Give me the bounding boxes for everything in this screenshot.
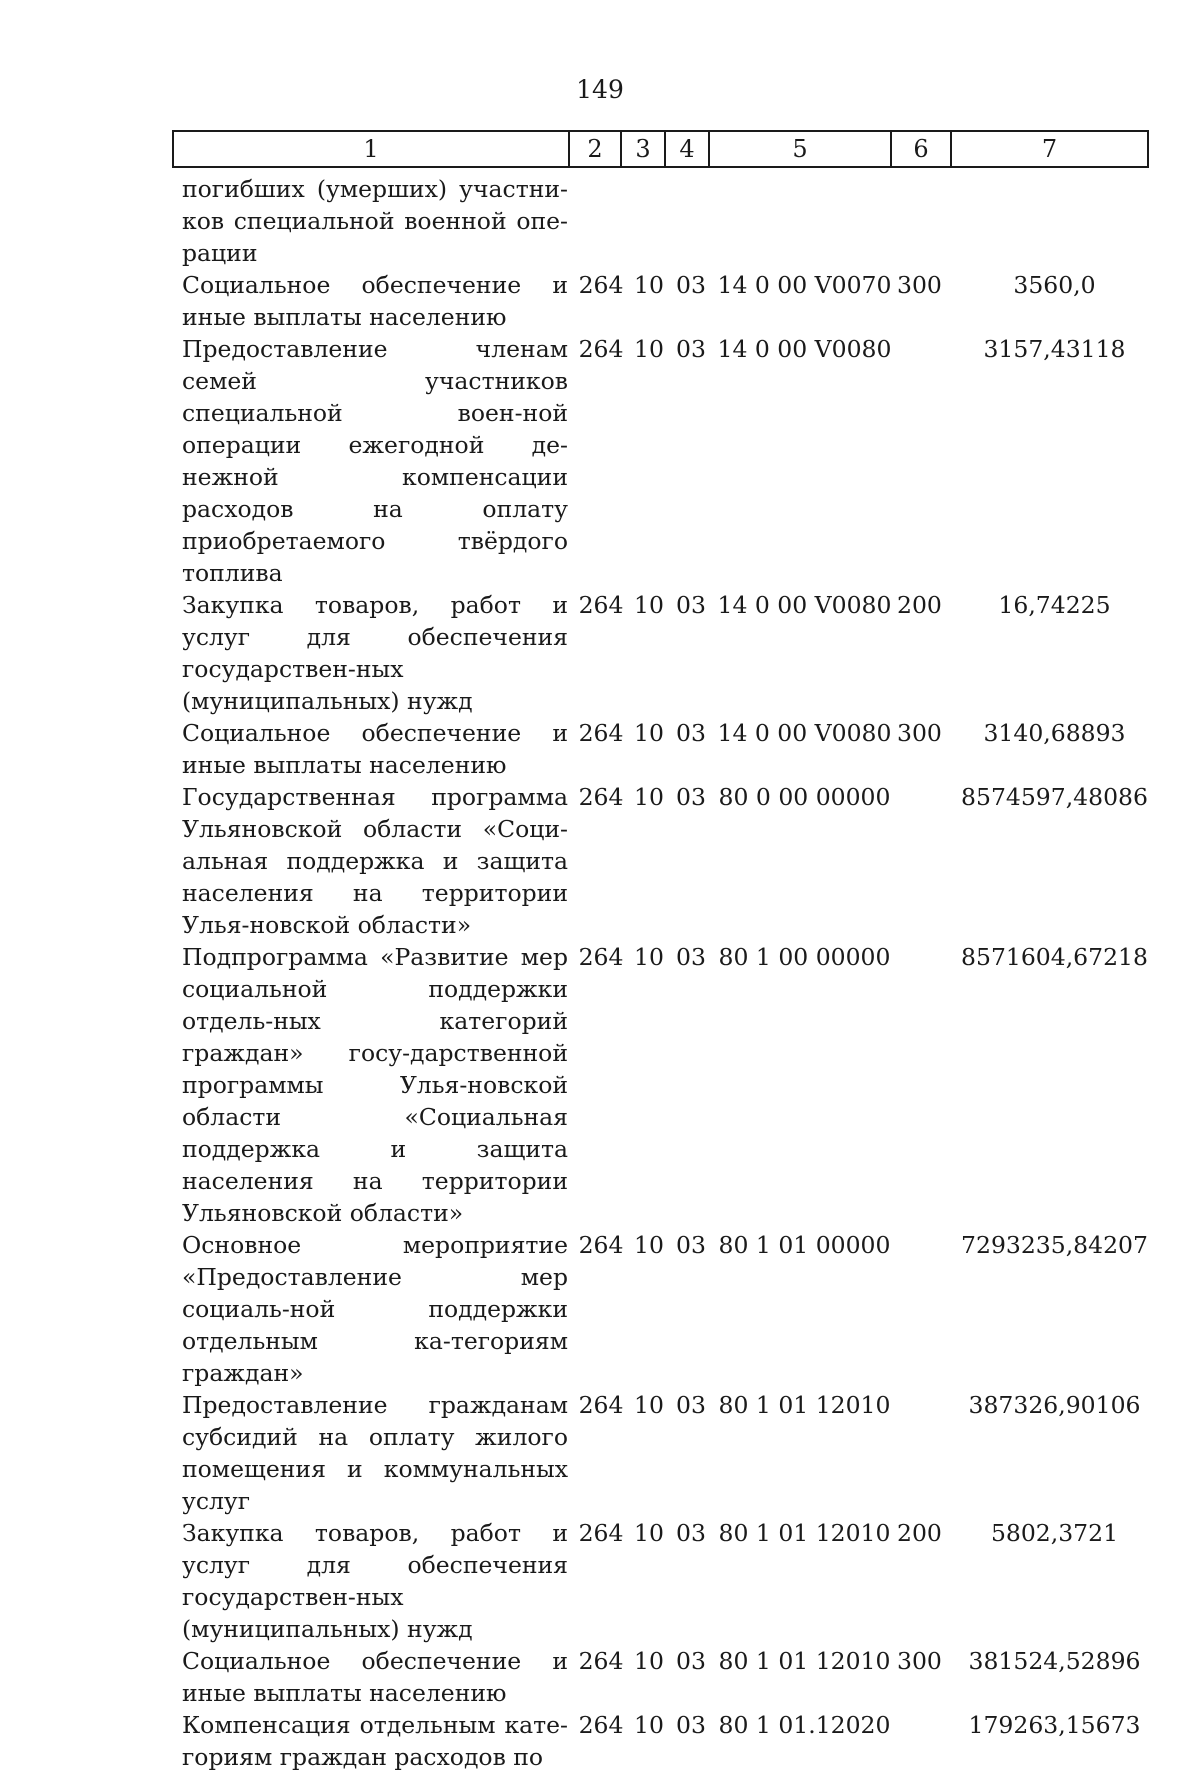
row-amount: 5802,3721 bbox=[990, 1519, 1119, 1547]
page-number: 149 bbox=[576, 75, 624, 104]
row-subsection-code: 03 bbox=[676, 591, 706, 619]
table-row bbox=[182, 717, 1172, 781]
table-row bbox=[182, 1645, 1172, 1709]
row-department-code: 264 bbox=[578, 1711, 624, 1739]
row-description: Закупка товаров, работ и услуг для обеспечения государствен-ных (муниципальных) нужд bbox=[182, 591, 568, 715]
table-row bbox=[182, 589, 1172, 717]
row-target-article-code: 80 1 01.12020 bbox=[718, 1711, 891, 1739]
row-section-code: 10 bbox=[634, 1391, 664, 1419]
budget-table-body bbox=[182, 173, 1172, 1773]
row-description: Компенсация отдельным кате-гориям граждан расходов по bbox=[182, 1711, 568, 1771]
row-section-code: 10 bbox=[634, 271, 664, 299]
column-header-5: 5 bbox=[709, 131, 891, 167]
row-section-code: 10 bbox=[634, 1647, 664, 1675]
row-expense-type-code: 300 bbox=[897, 271, 942, 299]
row-subsection-code: 03 bbox=[676, 943, 706, 971]
row-amount: 7293235,84207 bbox=[961, 1231, 1148, 1259]
table-row bbox=[182, 333, 1172, 589]
row-department-code: 264 bbox=[578, 719, 624, 747]
row-target-article-code: 80 0 00 00000 bbox=[718, 783, 891, 811]
row-target-article-code: 14 0 00 V0080 bbox=[717, 719, 892, 747]
row-description: Предоставление членам семей участников специальной воен-ной операции ежегодной де-нежной компенсации расходов на оплату приобретаемого твёрдого топлива bbox=[182, 335, 568, 587]
row-amount: 3140,68893 bbox=[983, 719, 1126, 747]
column-header-1: 1 bbox=[173, 131, 569, 167]
row-amount: 16,74225 bbox=[998, 591, 1111, 619]
row-target-article-code: 14 0 00 V0070 bbox=[717, 271, 892, 299]
table-row bbox=[182, 173, 1172, 269]
row-target-article-code: 80 1 00 00000 bbox=[718, 943, 891, 971]
row-description: Основное мероприятие «Предоставление мер социаль-ной поддержки отдельным ка-тегориям граждан» bbox=[182, 1231, 568, 1387]
row-amount: 8571604,67218 bbox=[961, 943, 1148, 971]
table-row bbox=[182, 1229, 1172, 1389]
row-expense-type-code: 300 bbox=[897, 1647, 942, 1675]
row-description: Социальное обеспечение и иные выплаты населению bbox=[182, 1647, 568, 1707]
row-amount: 8574597,48086 bbox=[961, 783, 1148, 811]
column-header-2: 2 bbox=[569, 131, 621, 167]
table-row bbox=[182, 1389, 1172, 1517]
row-target-article-code: 80 1 01 12010 bbox=[718, 1519, 891, 1547]
row-amount: 179263,15673 bbox=[968, 1711, 1141, 1739]
row-description: Закупка товаров, работ и услуг для обеспечения государствен-ных (муниципальных) нужд bbox=[182, 1519, 568, 1643]
row-section-code: 10 bbox=[634, 335, 664, 363]
row-amount: 381524,52896 bbox=[968, 1647, 1141, 1675]
column-header-3: 3 bbox=[621, 131, 665, 167]
column-header-row bbox=[173, 131, 1148, 167]
row-description: Социальное обеспечение и иные выплаты населению bbox=[182, 719, 568, 779]
row-expense-type-code: 300 bbox=[897, 719, 942, 747]
row-section-code: 10 bbox=[634, 1519, 664, 1547]
column-header-6: 6 bbox=[891, 131, 951, 167]
row-subsection-code: 03 bbox=[676, 1647, 706, 1675]
row-section-code: 10 bbox=[634, 1231, 664, 1259]
row-description: Подпрограмма «Развитие мер социальной поддержки отдель-ных категорий граждан» госу-дарственной программы Улья-новской области «Социальная поддержка и защита населения на территории Ульяновской области» bbox=[182, 943, 568, 1227]
row-department-code: 264 bbox=[578, 943, 624, 971]
row-department-code: 264 bbox=[578, 1647, 624, 1675]
row-subsection-code: 03 bbox=[676, 1391, 706, 1419]
row-department-code: 264 bbox=[578, 271, 624, 299]
row-department-code: 264 bbox=[578, 783, 624, 811]
row-amount: 3157,43118 bbox=[983, 335, 1126, 363]
row-section-code: 10 bbox=[634, 591, 664, 619]
row-department-code: 264 bbox=[578, 335, 624, 363]
table-row bbox=[182, 781, 1172, 941]
row-target-article-code: 80 1 01 00000 bbox=[718, 1231, 891, 1259]
row-department-code: 264 bbox=[578, 591, 624, 619]
column-header-4: 4 bbox=[665, 131, 709, 167]
row-subsection-code: 03 bbox=[676, 719, 706, 747]
row-amount: 387326,90106 bbox=[968, 1391, 1141, 1419]
row-subsection-code: 03 bbox=[676, 783, 706, 811]
row-target-article-code: 14 0 00 V0080 bbox=[717, 591, 892, 619]
row-section-code: 10 bbox=[634, 943, 664, 971]
row-description: погибших (умерших) участни-ков специальной военной опе-рации bbox=[182, 175, 568, 267]
row-description: Социальное обеспечение и иные выплаты населению bbox=[182, 271, 568, 331]
table-row bbox=[182, 269, 1172, 333]
row-subsection-code: 03 bbox=[676, 335, 706, 363]
row-expense-type-code: 200 bbox=[897, 591, 942, 619]
column-header-7: 7 bbox=[951, 131, 1148, 167]
column-header-table bbox=[172, 130, 1149, 168]
row-section-code: 10 bbox=[634, 1711, 664, 1739]
row-section-code: 10 bbox=[634, 783, 664, 811]
row-department-code: 264 bbox=[578, 1391, 624, 1419]
row-target-article-code: 14 0 00 V0080 bbox=[717, 335, 892, 363]
row-subsection-code: 03 bbox=[676, 1231, 706, 1259]
row-subsection-code: 03 bbox=[676, 1519, 706, 1547]
row-subsection-code: 03 bbox=[676, 1711, 706, 1739]
row-target-article-code: 80 1 01 12010 bbox=[718, 1391, 891, 1419]
row-target-article-code: 80 1 01 12010 bbox=[718, 1647, 891, 1675]
table-row bbox=[182, 1517, 1172, 1645]
row-department-code: 264 bbox=[578, 1519, 624, 1547]
row-description: Государственная программа Ульяновской области «Соци-альная поддержка и защита населения на территории Улья-новской области» bbox=[182, 783, 568, 939]
table-row bbox=[182, 1709, 1172, 1773]
row-description: Предоставление гражданам субсидий на оплату жилого помещения и коммунальных услуг bbox=[182, 1391, 568, 1515]
table-row bbox=[182, 941, 1172, 1229]
row-amount: 3560,0 bbox=[1013, 271, 1096, 299]
row-department-code: 264 bbox=[578, 1231, 624, 1259]
row-section-code: 10 bbox=[634, 719, 664, 747]
row-expense-type-code: 200 bbox=[897, 1519, 942, 1547]
row-subsection-code: 03 bbox=[676, 271, 706, 299]
